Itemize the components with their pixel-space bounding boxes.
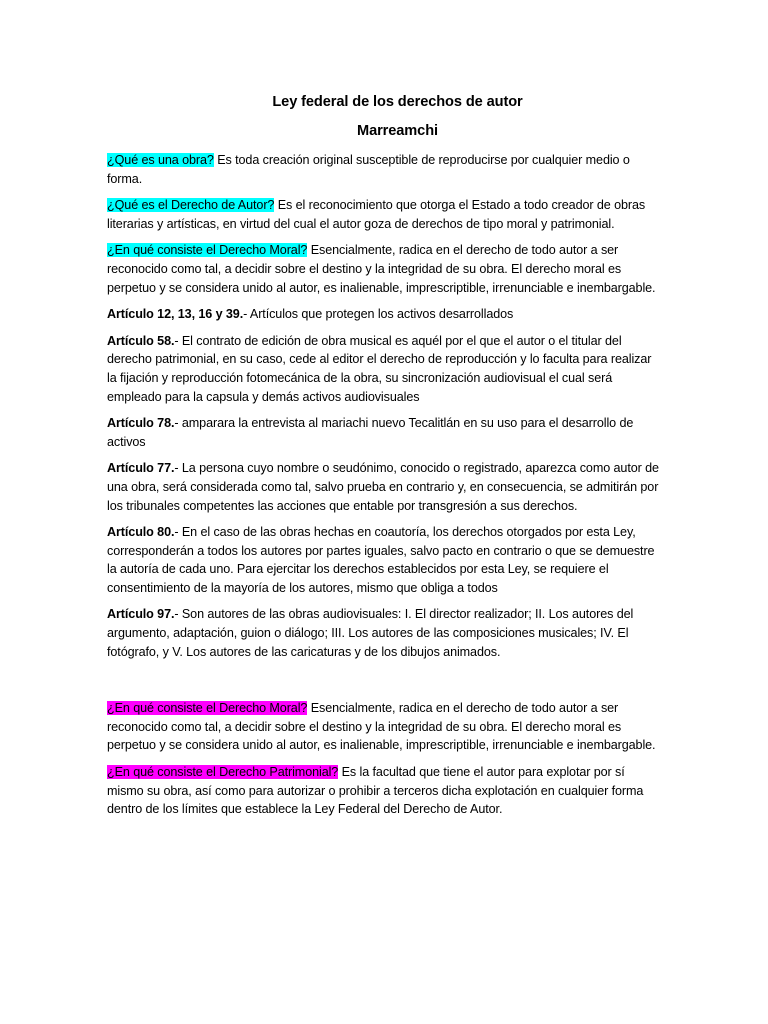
- qa-paragraph-derecho-moral-repeat: [107, 699, 664, 755]
- document-subtitle: Marreamchi: [357, 123, 438, 139]
- article-text: - amparara la entrevista al mariachi nuevo Tecalitlán en su uso para el desarrollo de activos: [107, 416, 634, 449]
- article-heading: Artículo 78.: [107, 416, 175, 431]
- answer-text: Es el reconocimiento que otorga el Estado a todo creador de obras literarias y artísticas, en virtud del cual el autor goza de derechos de tipo moral y patrimonial.: [107, 198, 646, 231]
- qa-paragraph-derecho-autor: [107, 196, 664, 233]
- answer-text: Es toda creación original susceptible de reproducirse por cualquier medio o forma.: [107, 153, 630, 186]
- article-text: - Artículos que protegen los activos desarrollados: [243, 307, 514, 322]
- article-paragraph: [107, 332, 664, 406]
- answer-text: Esencialmente, radica en el derecho de todo autor a ser reconocido como tal, a decidir sobre el destino y la integridad de su obra. El derecho moral es perpetuo y se considera unido al autor, es inalienable, imprescriptible, irrenunciable e inembargable.: [107, 701, 656, 753]
- document-title: Ley federal de los derechos de autor: [272, 94, 523, 110]
- question-highlight: ¿Qué es el Derecho de Autor?: [107, 198, 275, 213]
- article-paragraph: [107, 605, 664, 661]
- question-highlight: ¿En qué consiste el Derecho Moral?: [107, 243, 308, 258]
- article-heading: Artículo 77.: [107, 461, 175, 476]
- article-text: - El contrato de edición de obra musical es aquél por el que el autor o el titular del derecho patrimonial, en su caso, cede al editor el derecho de reproducción y lo faculta para realizar la fijación y reproducción fotomecánica de la obra, su sincronización audiovisual el cual será empleado para la capsula y demás activos audiovisuales: [107, 333, 652, 404]
- article-paragraph: [107, 414, 664, 451]
- article-paragraph: [107, 305, 664, 324]
- article-heading: Artículo 80.: [107, 525, 175, 540]
- article-heading: Artículo 97.: [107, 607, 175, 622]
- question-highlight: ¿En qué consiste el Derecho Moral?: [107, 701, 308, 716]
- article-paragraph: [107, 459, 664, 515]
- answer-text: Esencialmente, radica en el derecho de todo autor a ser reconocido como tal, a decidir sobre el destino y la integridad de su obra. El derecho moral es perpetuo y se considera unido al autor, es inalienable, imprescriptible, irrenunciable e inembargable.: [107, 243, 656, 295]
- question-highlight: ¿En qué consiste el Derecho Patrimonial?: [107, 765, 339, 780]
- article-paragraph: [107, 523, 664, 597]
- qa-paragraph-obra: [107, 151, 664, 188]
- answer-text: Es la facultad que tiene el autor para explotar por sí mismo su obra, así como para autorizar o prohibir a terceros dicha explotación en cualquier forma dentro de los límites que establece la Ley Federal del Derecho de Autor.: [107, 765, 644, 817]
- article-text: - Son autores de las obras audiovisuales: I. El director realizador; II. Los autores del argumento, adaptación, guion o diálogo; III. Los autores de las composiciones musicales; IV. El fotógrafo, y V. Los autores de las caricaturas y de los dibujos animados.: [107, 607, 634, 659]
- article-text: - En el caso de las obras hechas en coautoría, los derechos otorgados por esta Ley, corresponderán a todos los autores por partes iguales, salvo pacto en contrario o que se demuestre la autoría de cada uno. Para ejercitar los derechos establecidos por esta Ley, se requiere el consentimiento de la mayoría de los autores, mismo que obliga a todos: [107, 525, 655, 595]
- article-heading: Artículo 58.: [107, 333, 175, 348]
- qa-paragraph-derecho-patrimonial: [107, 763, 664, 819]
- article-heading: Artículo 12, 13, 16 y 39.: [107, 307, 244, 322]
- qa-paragraph-derecho-moral: [107, 241, 664, 297]
- section-spacer: [107, 669, 664, 699]
- article-text: - La persona cuyo nombre o seudónimo, conocido o registrado, aparezca como autor de una obra, será considerada como tal, salvo prueba en contrario y, en consecuencia, se admitirán por los tribunales competentes las acciones que entable por transgresión a sus derechos.: [107, 461, 659, 513]
- question-highlight: ¿Qué es una obra?: [107, 153, 214, 167]
